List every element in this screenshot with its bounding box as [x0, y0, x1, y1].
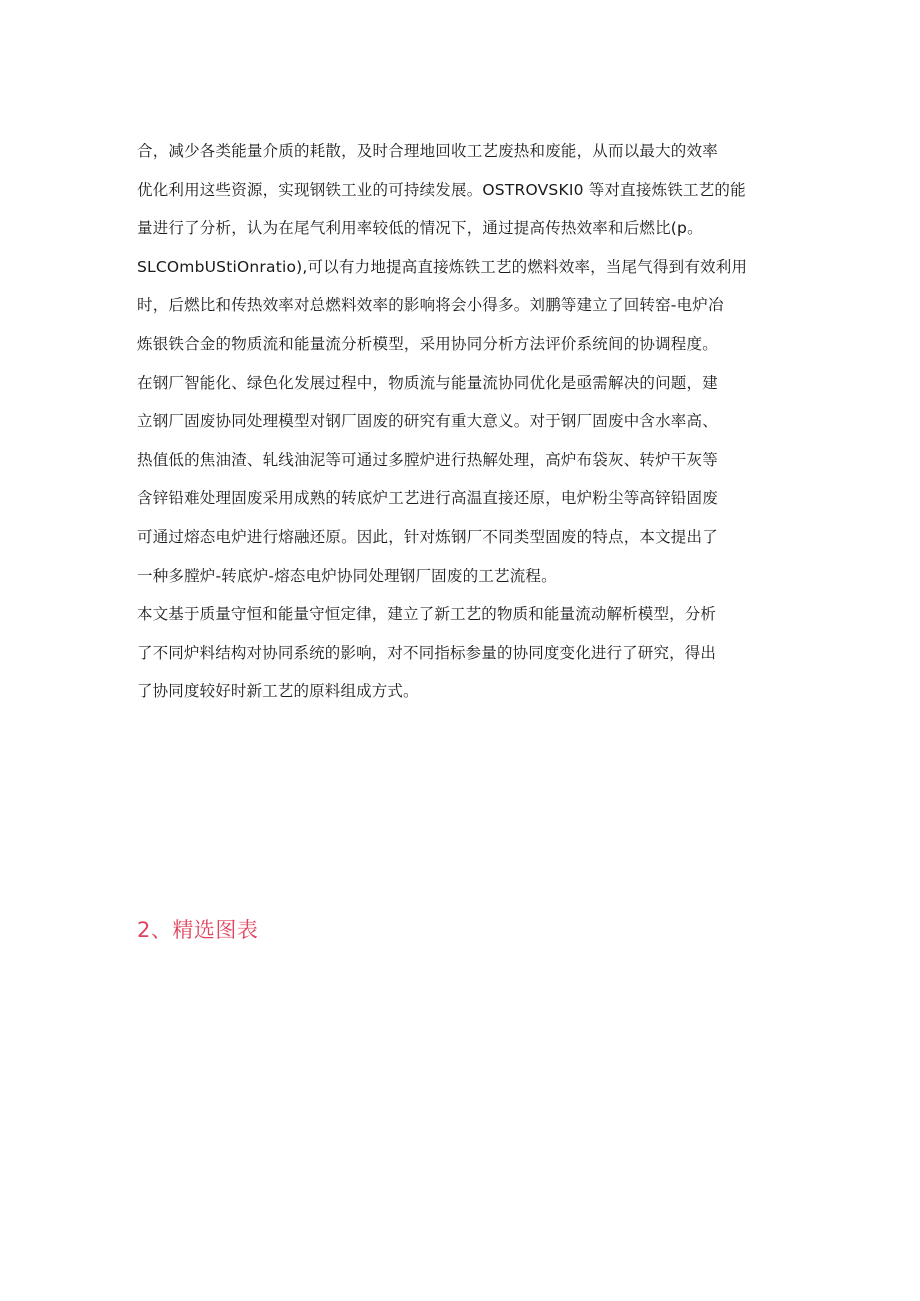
paragraph-1-line-2: 优化利用这些资源，实现钢铁工业的可持续发展。OSTROVSKI0 等对直接炼铁工艺的能 [137, 180, 746, 199]
paragraph-1-line-3: 量进行了分析，认为在尾气利用率较低的情况下，通过提高传热效率和后燃比(p。 [137, 219, 703, 238]
paragraph-3-line-3: 了协同度较好时新工艺的原料组成方式。 [137, 682, 419, 701]
paragraph-2-line-5: 可通过熔态电炉进行熔融还原。因此，针对炼钢厂不同类型固废的特点，本文提出了 [137, 527, 718, 546]
paragraph-2-line-1: 在钢厂智能化、绿色化发展过程中，物质流与能量流协同优化是亟需解决的问题，建 [137, 373, 718, 392]
body-text [137, 132, 797, 711]
paragraph-2-line-2: 立钢厂固废协同处理模型对钢厂固废的研究有重大意义。对于钢厂固废中含水率高、 [137, 412, 718, 431]
paragraph-1-line-1: 合，减少各类能量介质的耗散，及时合理地回收工艺废热和废能，从而以最大的效率 [137, 142, 718, 160]
paragraph-3-line-1: 本文基于质量守恒和能量守恒定律，建立了新工艺的物质和能量流动解析模型，分析 [137, 605, 717, 624]
paragraph-2-line-3: 热值低的焦油渣、轧线油泥等可通过多膛炉进行热解处理，高炉布袋灰、转炉干灰等 [137, 450, 718, 469]
paragraph-2-line-6: 一种多膛炉-转底炉-熔态电炉协同处理钢厂固废的工艺流程。 [137, 566, 557, 585]
paragraph-1-line-5: 时，后燃比和传热效率对总燃料效率的影响将会小得多。刘鹏等建立了回转窑-电炉冶 [137, 296, 724, 315]
paragraph-1-line-6: 炼银铁合金的物质流和能量流分析模型，采用协同分析方法评价系统间的协调程度。 [137, 334, 718, 353]
paragraph-2-line-4: 含锌铅难处理固废采用成熟的转底炉工艺进行高温直接还原，电炉粉尘等高锌铅固废 [137, 489, 718, 508]
paragraph-1-line-4: SLCOmbUStiOnratio),可以有力地提高直接炼铁工艺的燃料效率，当尾气得到有效利用 [137, 257, 748, 276]
paragraph-3-line-2: 了不同炉料结构对协同系统的影响，对不同指标参量的协同度变化进行了研究，得出 [137, 643, 717, 662]
section-heading: 2、精选图表 [137, 918, 259, 942]
